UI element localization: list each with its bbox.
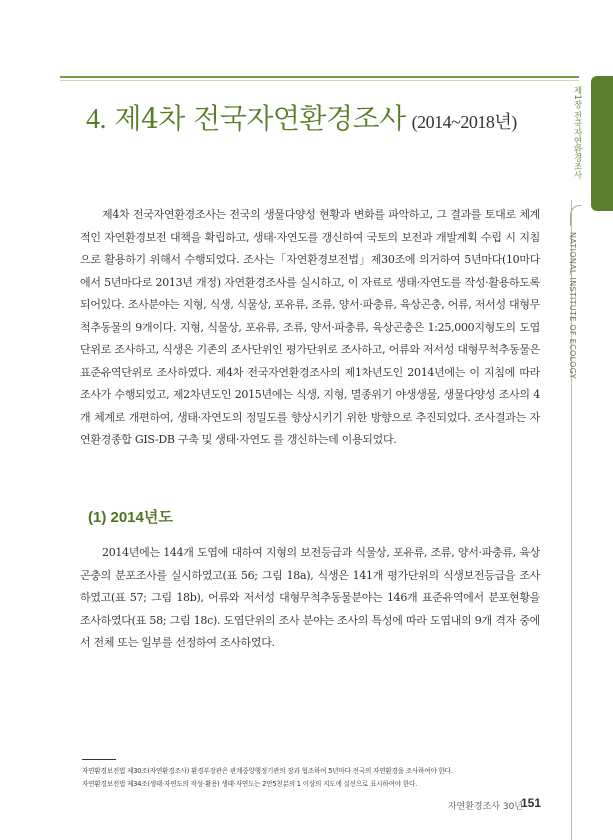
footer-book-title: 자연환경조사 30년 (447, 802, 523, 812)
section-heading-2014: (1) 2014년도 (88, 509, 173, 526)
chapter-tab-marker (591, 76, 613, 211)
footnote-rule (82, 759, 116, 760)
footnote-1: 자연환경보전법 제30조(자연환경조사) 환경부장관은 관계중앙행정기관의 장과 협조하여 5년마다 전국의 자연환경을 조사하여야 한다. (82, 767, 453, 775)
page-number: 151 (520, 796, 541, 810)
chapter-label: 제1장 전국자연환경조사 (572, 86, 582, 180)
section-title: 제4차 전국자연환경조사 (114, 102, 406, 135)
title-rule-thin (60, 80, 579, 81)
footnote-2: 자연환경보전법 제34조(생태·자연도의 작성·활용) 생태·자연도는 2만5천분의 1 이상의 지도에 실선으로 표시하여야 한다. (82, 780, 418, 788)
section-subtitle: (2014~2018년) (411, 112, 517, 132)
section-number: 4. (86, 104, 106, 135)
side-divider-curve (570, 205, 581, 226)
page-title (86, 97, 517, 137)
institute-label: NATIONAL INSTITUTE OF ECOLOGY (568, 232, 577, 379)
section-2014-paragraph: 2014년에는 144개 도엽에 대하여 지형의 보전등급과 식물상, 포유류, 조류, 양서·파충류, 육상곤충의 분포조사를 실시하였고(표 56; 그림 18a), 식생은 141개 평가단위의 식생보전등급을 조사하였고(표 57; 그림 18b), 어류와 저서성 대형무척추동물분야는 146개 표준유역에서 분포현황을 조사하였다(표 58; 그림 18c). 도엽단위의 조사 분야는 조사의 특성에 따라 도엽내의 9개 격자 중에서 전체 또는 일부를 선정하여 조사하였다. (80, 546, 540, 649)
title-rule (60, 76, 579, 78)
intro-paragraph: 제4차 전국자연환경조사는 전국의 생물다양성 현황과 변화를 파악하고, 그 결과를 토대로 체계적인 자연환경보전 대책을 확립하고, 생태·자연도를 갱신하여 국토의 보전과 개발계획 수립 시 지침으로 활용하기 위해서 수행되었다. 조사는「자연환경보전법」제30조에 의거하여 5년마다(10마다에서 5년마다로 2013년 개정) 자연환경조사를 실시하고, 이 자료로 생태·자연도를 작성·활용하도록 되어있다. 조사분야는 지형, 식생, 식물상, 포유류, 조류, 양서·파충류, 육상곤충, 어류, 저서성 대형무척추동물의 9개이다. 지형, 식물상, 포유류, 조류, 양서·파충류, 육상곤충은 1:25,000지형도의 도엽단위로 조사하고, 식생은 기존의 조사단위인 평가단위로 조사하고, 어류와 저서성 대형무척추동물은 표준유역단위로 조사하였다. 제4차 전국자연환경조사의 제1차년도인 2014년에는 이 지침에 따라 조사가 수행되었고, 제2차년도인 2015년에는 식생, 지형, 멸종위기 야생생물, 생물다양성 조사의 4개 체계로 개편하여, 생태·자연도의 정밀도를 향상시키기 위한 방향으로 추진되었다. 조사결과는 자연환경종합 GIS-DB 구축 및 생태·자연도 를 갱신하는데 이용되었다. (80, 208, 540, 446)
